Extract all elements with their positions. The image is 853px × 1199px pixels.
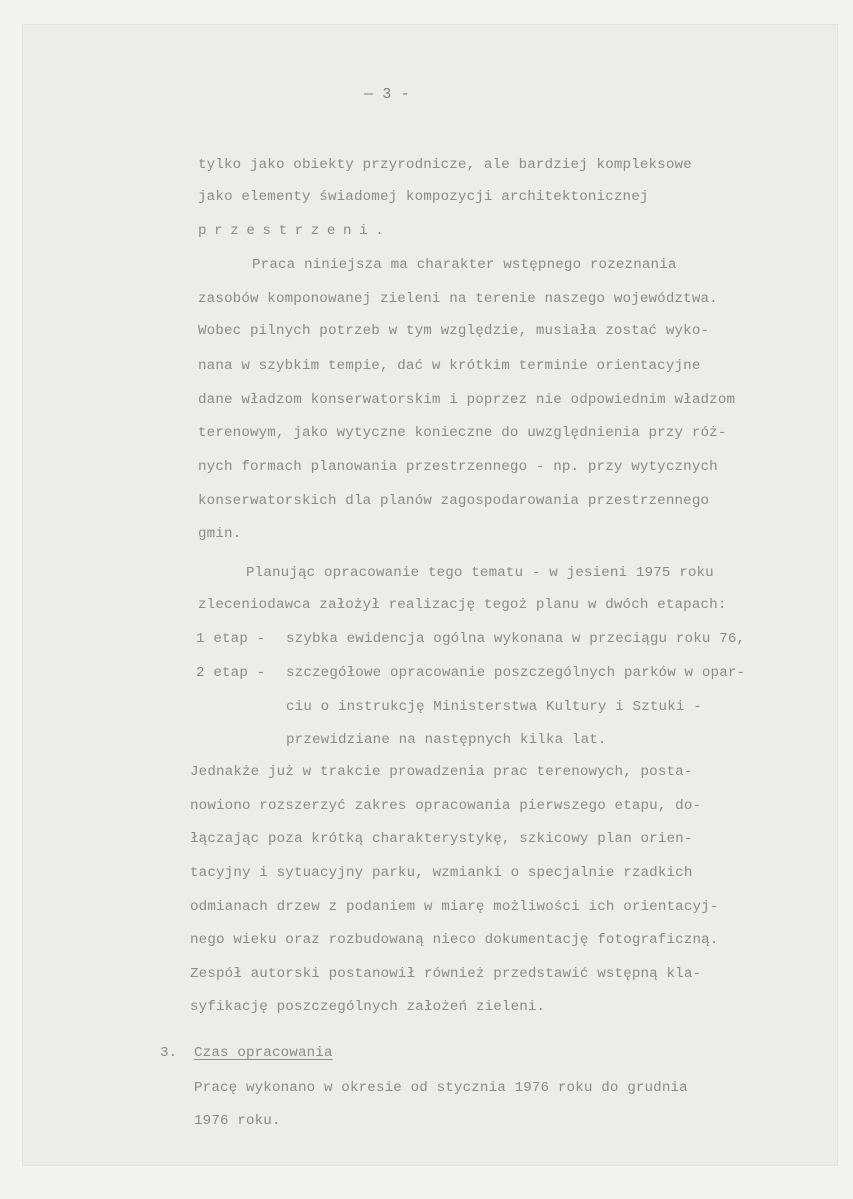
purpose-line-5: dane władzom konserwatorskim i poprzez nie odpowiednim władzom bbox=[198, 392, 736, 408]
stage-2-text-1: szczegółowe opracowanie poszczególnych parków w opar- bbox=[286, 665, 746, 681]
stage-1-text: szybka ewidencja ogólna wykonana w przeciągu roku 76, bbox=[286, 631, 746, 647]
extension-line-2: nowiono rozszerzyć zakres opracowania pierwszego etapu, do- bbox=[190, 798, 702, 814]
extension-line-4: tacyjny i sytuacyjny parku, wzmianki o specjalnie rzadkich bbox=[190, 865, 693, 881]
purpose-line-7: nych formach planowania przestrzennego - np. przy wytycznych bbox=[198, 459, 718, 475]
section-3-line-2: 1976 roku. bbox=[194, 1113, 281, 1129]
purpose-line-9: gmin. bbox=[198, 526, 242, 542]
stage-2-text-2: ciu o instrukcję Ministerstwa Kultury i Sztuki - bbox=[286, 699, 702, 715]
purpose-line-2: zasobów komponowanej zieleni na terenie naszego województwa. bbox=[198, 291, 718, 307]
page-number: — 3 - bbox=[364, 86, 410, 103]
extension-line-5: odmianach drzew z podaniem w miarę możliwości ich orientacyj- bbox=[190, 899, 719, 915]
purpose-line-1: Praca niniejsza ma charakter wstępnego rozeznania bbox=[252, 257, 677, 273]
intro-line-3: przestrzeni. bbox=[198, 223, 392, 239]
intro-line-1: tylko jako obiekty przyrodnicze, ale bardziej kompleksowe bbox=[198, 157, 692, 173]
purpose-line-4: nana w szybkim tempie, dać w krótkim terminie orientacyjne bbox=[198, 358, 701, 374]
section-heading: Czas opracowania bbox=[194, 1045, 333, 1061]
extension-line-8: syfikację poszczególnych założeń zieleni. bbox=[190, 999, 546, 1015]
extension-line-7: Zespół autorski postanowił również przedstawić wstępną kla- bbox=[190, 966, 702, 982]
extension-line-1: Jednakże już w trakcie prowadzenia prac terenowych, posta- bbox=[190, 764, 693, 780]
planning-line-2: zleceniodawca założył realizację tegoż planu w dwóch etapach: bbox=[198, 597, 727, 613]
intro-line-2: jako elementy świadomej kompozycji architektonicznej bbox=[198, 189, 649, 205]
stage-2-text-3: przewidziane na następnych kilka lat. bbox=[286, 732, 607, 748]
stage-1-label: 1 etap - bbox=[196, 631, 266, 647]
stage-2-label: 2 etap - bbox=[196, 665, 266, 681]
section-number: 3. bbox=[160, 1045, 178, 1061]
purpose-line-6: terenowym, jako wytyczne konieczne do uwzględnienia przy róż- bbox=[198, 425, 727, 441]
purpose-line-8: konserwatorskich dla planów zagospodarowania przestrzennego bbox=[198, 493, 710, 509]
section-3-line-1: Pracę wykonano w okresie od stycznia 1976 roku do grudnia bbox=[194, 1080, 688, 1096]
planning-line-1: Planując opracowanie tego tematu - w jesieni 1975 roku bbox=[246, 565, 714, 581]
extension-line-6: nego wieku oraz rozbudowaną nieco dokumentację fotograficzną. bbox=[190, 932, 719, 948]
extension-line-3: łączając poza krótką charakterystykę, szkicowy plan orien- bbox=[190, 831, 693, 847]
purpose-line-3: Wobec pilnych potrzeb w tym względzie, musiała zostać wyko- bbox=[198, 323, 710, 339]
